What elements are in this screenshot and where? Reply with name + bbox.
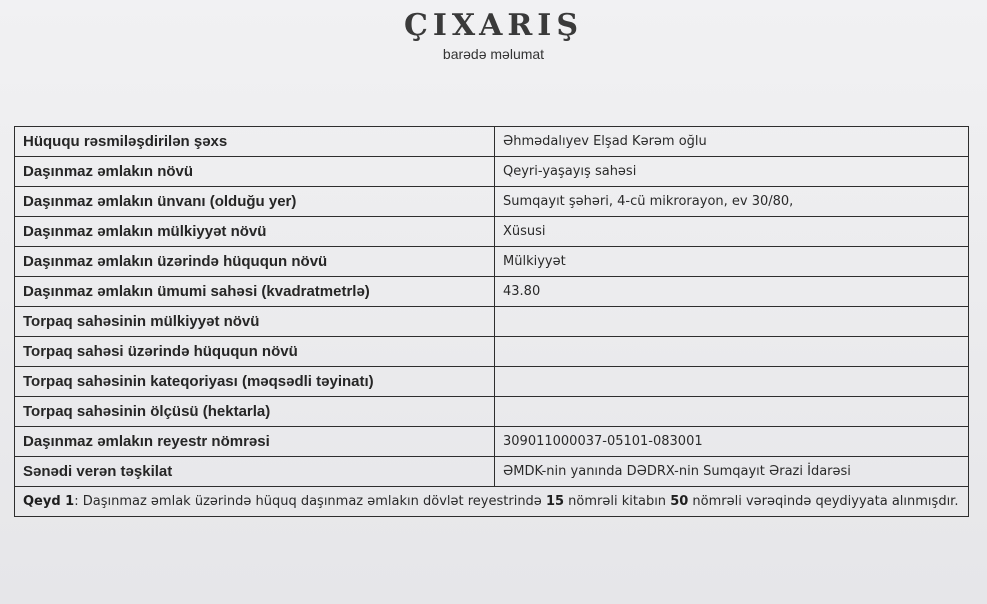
row-value [495,367,969,397]
extract-table [14,126,969,517]
note-row [15,487,969,517]
row-label: Torpaq sahəsinin ölçüsü (hektarla) [15,397,495,427]
row-label: Sənədi verən təşkilat [15,457,495,487]
row-value: Əhmədalıyev Elşad Kərəm oğlu [495,127,969,157]
table-row [15,217,969,247]
note-label: Qeyd 1 [23,494,75,509]
note-text [23,494,958,509]
table-row [15,277,969,307]
row-value: Mülkiyyət [495,247,969,277]
row-value: 43.80 [495,277,969,307]
table-row [15,187,969,217]
document-title: ÇIXARIŞ [403,8,584,43]
row-value: Qeyri-yaşayış sahəsi [495,157,969,187]
table-row [15,427,969,457]
row-label: Daşınmaz əmlakın ünvanı (olduğu yer) [15,187,495,217]
row-value [495,397,969,427]
row-value: 309011000037-05101-083001 [495,427,969,457]
table-row [15,337,969,367]
table-row [15,397,969,427]
row-value: ƏMDK-nin yanında DƏDRX-nin Sumqayıt Ərazi İdarəsi [495,457,969,487]
row-value: Xüsusi [495,217,969,247]
row-label: Daşınmaz əmlakın reyestr nömrəsi [15,427,495,457]
row-label: Daşınmaz əmlakın ümumi sahəsi (kvadratmetrlə) [15,277,495,307]
row-label: Hüququ rəsmiləşdirilən şəxs [15,127,495,157]
document-header [0,8,987,62]
note-book-number: 15 [545,494,565,509]
table-row [15,247,969,277]
note-text-part2: nömrəli kitabın [564,494,671,509]
document-subtitle: barədə məlumat [442,46,545,62]
row-value: Sumqayıt şəhəri, 4-cü mikrorayon, ev 30/80, [495,187,969,217]
row-label: Torpaq sahəsinin kateqoriyası (məqsədli təyinatı) [15,367,495,397]
table-row [15,307,969,337]
table-row [15,157,969,187]
row-label: Torpaq sahəsinin mülkiyyət növü [15,307,495,337]
table-row [15,457,969,487]
row-label: Daşınmaz əmlakın mülkiyyət növü [15,217,495,247]
row-label: Torpaq sahəsi üzərində hüququn növü [15,337,495,367]
note-page-number: 50 [670,494,689,509]
table-row [15,367,969,397]
note-text-part1: : Daşınmaz əmlak üzərində hüquq daşınmaz əmlakın dövlət reyestrində [74,494,546,509]
note-cell [15,487,969,517]
table-row [15,127,969,157]
note-text-part3: nömrəli vərəqində qeydiyyata alınmışdır. [688,494,959,509]
row-value [495,307,969,337]
row-value [495,337,969,367]
row-label: Daşınmaz əmlakın növü [15,157,495,187]
row-label: Daşınmaz əmlakın üzərində hüququn növü [15,247,495,277]
